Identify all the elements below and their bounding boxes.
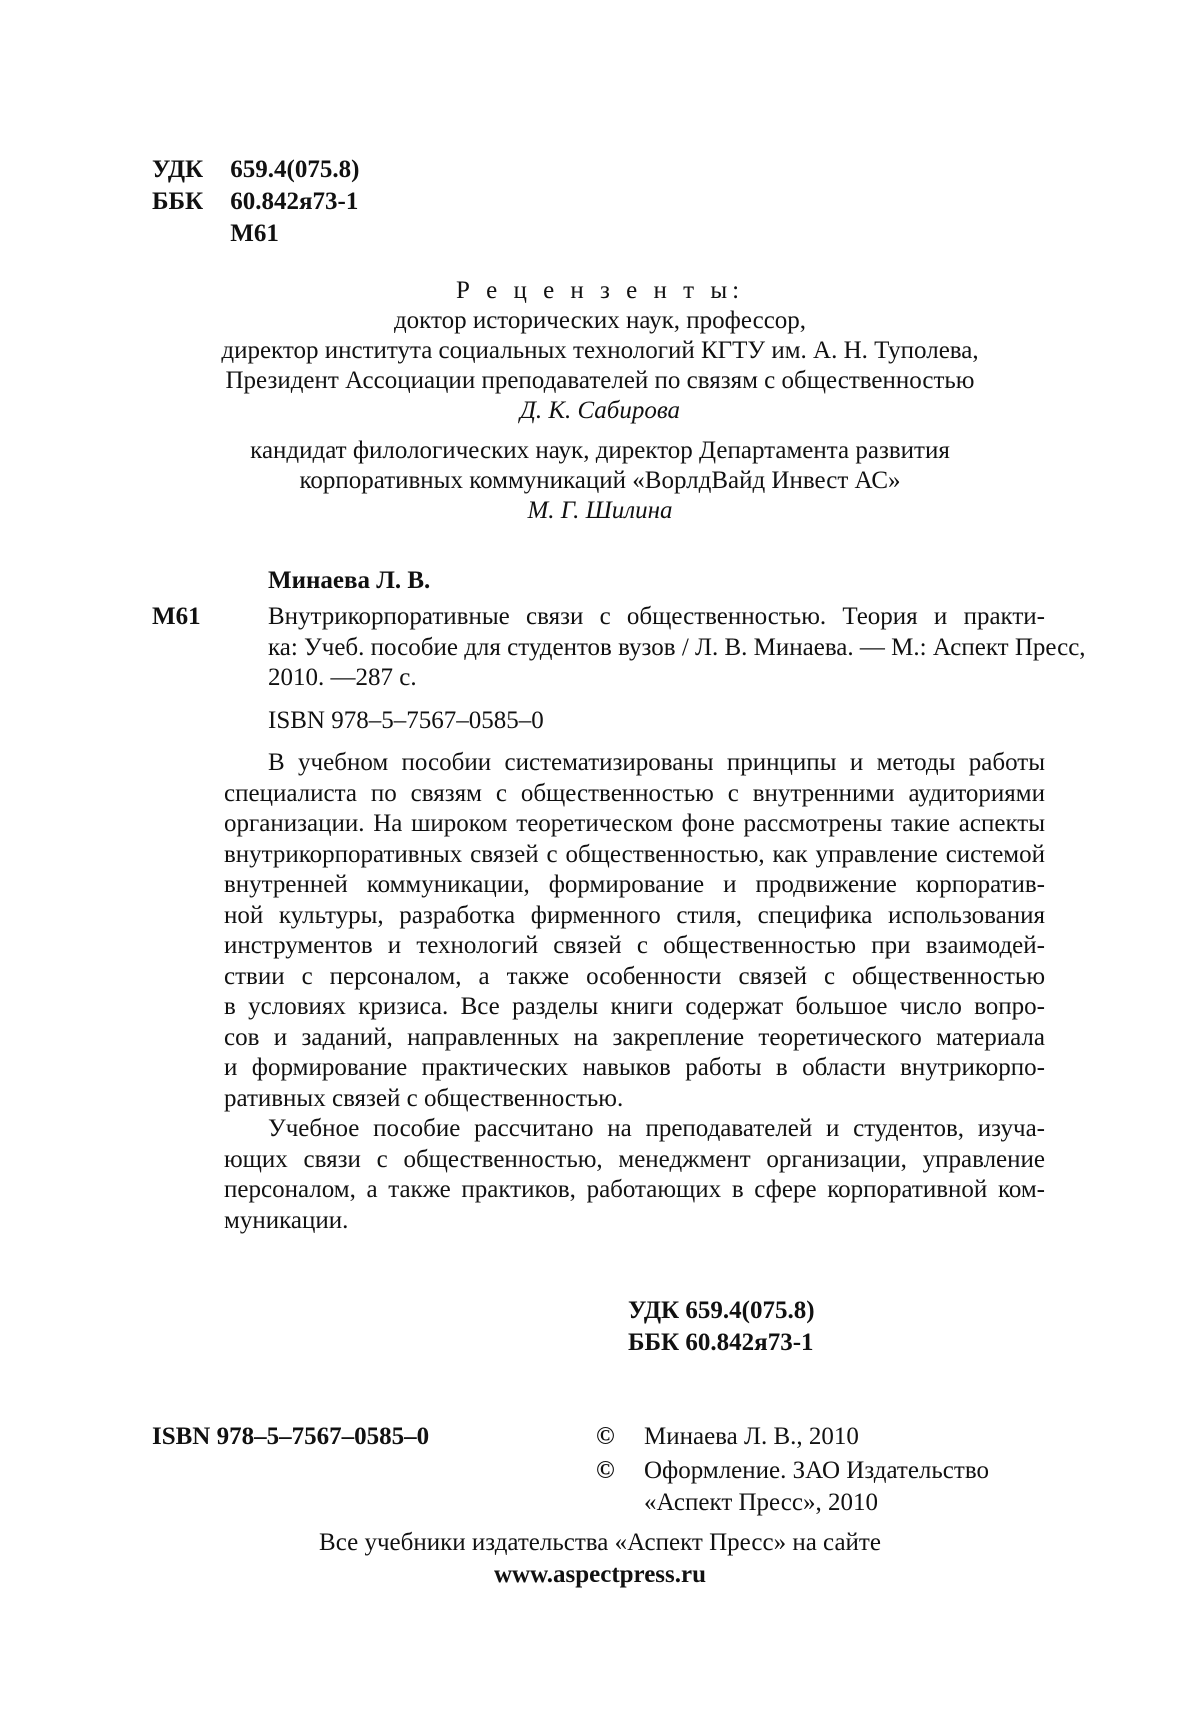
udk-label: УДК [152, 156, 204, 183]
bib-description [268, 602, 1086, 694]
annotation-line: ющих связи с общественностью, менеджмент организации, управление [224, 1145, 1045, 1173]
annotation-line: внутренней коммуникации, формирование и продвижение корпоратив- [224, 871, 1045, 898]
annotation-line: в условиях кризиса. Все разделы книги содержат большое число вопро- [224, 993, 1045, 1020]
annotation-line: внутрикорпоративных связей с общественностью, как управление системой [224, 840, 1045, 868]
bbk-label: ББК [152, 188, 204, 215]
annotation-line: ствии с персоналом, а также особенности связей с общественностью [224, 962, 1045, 990]
annotation-line: специалиста по связям с общественностью с внутренними аудиториями [224, 779, 1045, 807]
reviewer2-line2: корпоративных коммуникаций «ВорлдВайд Инвест АС» [299, 467, 901, 494]
copyright-line-1 [596, 1422, 859, 1452]
copyright-line-2 [596, 1456, 989, 1486]
author-mark-row [152, 220, 279, 248]
udk-row [152, 156, 359, 184]
reviewer2-name: М. Г. Шилина [527, 497, 673, 524]
imprint-isbn: ISBN 978–5–7567–0585–0 [152, 1423, 430, 1450]
reviewer2-line1: кандидат филологических наук, директор Департамента развития [250, 437, 950, 464]
bib-author: Минаева Л. В. [268, 567, 431, 594]
annotation-line: Учебное пособие рассчитано на преподавателей и студентов, изуча- [268, 1115, 1045, 1142]
annotation-line: инструментов и технологий связей с общественностью при взаимодей- [224, 932, 1045, 959]
annotation-line: ной культуры, разработка фирменного стиля, специфика использования [224, 901, 1045, 929]
annotation-line: ративных связей с общественностью. [224, 1084, 624, 1112]
annotation-paragraph-1 [224, 748, 1045, 1114]
bib-isbn: ISBN 978–5–7567–0585–0 [268, 707, 544, 734]
footer-text: Все учебники издательства «Аспект Пресс» на сайте [319, 1529, 881, 1556]
reviewer1-name: Д. К. Сабирова [519, 397, 681, 424]
copyright-holder-1: Минаева Л. В., 2010 [644, 1423, 859, 1450]
annotation-line: и формирование практических навыков работы в области внутрикорпо- [224, 1054, 1045, 1081]
bib-mark: М61 [152, 603, 201, 630]
udk-value: 659.4(075.8) [230, 156, 360, 183]
bbk-value: 60.842я73-1 [230, 188, 359, 215]
annotation-paragraph-2 [224, 1114, 1045, 1236]
footer-url-link[interactable]: www.aspectpress.ru [493, 1561, 707, 1588]
annotation-line: сов и заданий, направленных на закрепление теоретического материала [224, 1023, 1045, 1051]
bib-line: 2010. —287 с. [268, 664, 417, 691]
reviewers-heading: Р е ц е н з е н т ы: [455, 277, 745, 304]
annotation-line: персоналом, а также практиков, работающих в сфере корпоративной ком- [224, 1176, 1045, 1203]
annotation-line: организации. На широком теоретическом фоне рассмотрены такие аспекты [224, 810, 1045, 837]
annotation-line: муникации. [224, 1206, 349, 1234]
bib-line: ка: Учеб. пособие для студентов вузов / Л. В. Минаева. — М.: Аспект Пресс, [268, 633, 1086, 661]
bottom-bbk: ББК 60.842я73-1 [628, 1329, 814, 1356]
reviewer1-line3: Президент Ассоциации преподавателей по связям с общественностью [225, 367, 975, 394]
bib-line: Внутрикорпоративные связи с общественностью. Теория и практи- [268, 603, 1045, 630]
bottom-udk: УДК 659.4(075.8) [628, 1297, 815, 1324]
bbk-row [152, 188, 358, 216]
copyright-holder-2: Оформление. ЗАО Издательство [644, 1457, 989, 1484]
author-mark: М61 [230, 220, 279, 247]
copyright-holder-2-cont: «Аспект Пресс», 2010 [644, 1489, 878, 1516]
copyright-icon: © [596, 1423, 615, 1450]
reviewer1-line1: доктор исторических наук, профессор, [393, 307, 807, 334]
copyright-icon: © [596, 1457, 615, 1484]
annotation-line: В учебном пособии систематизированы принципы и методы работы [268, 749, 1045, 776]
reviewer1-line2: директор института социальных технологий КГТУ им. А. Н. Туполева, [221, 337, 979, 364]
